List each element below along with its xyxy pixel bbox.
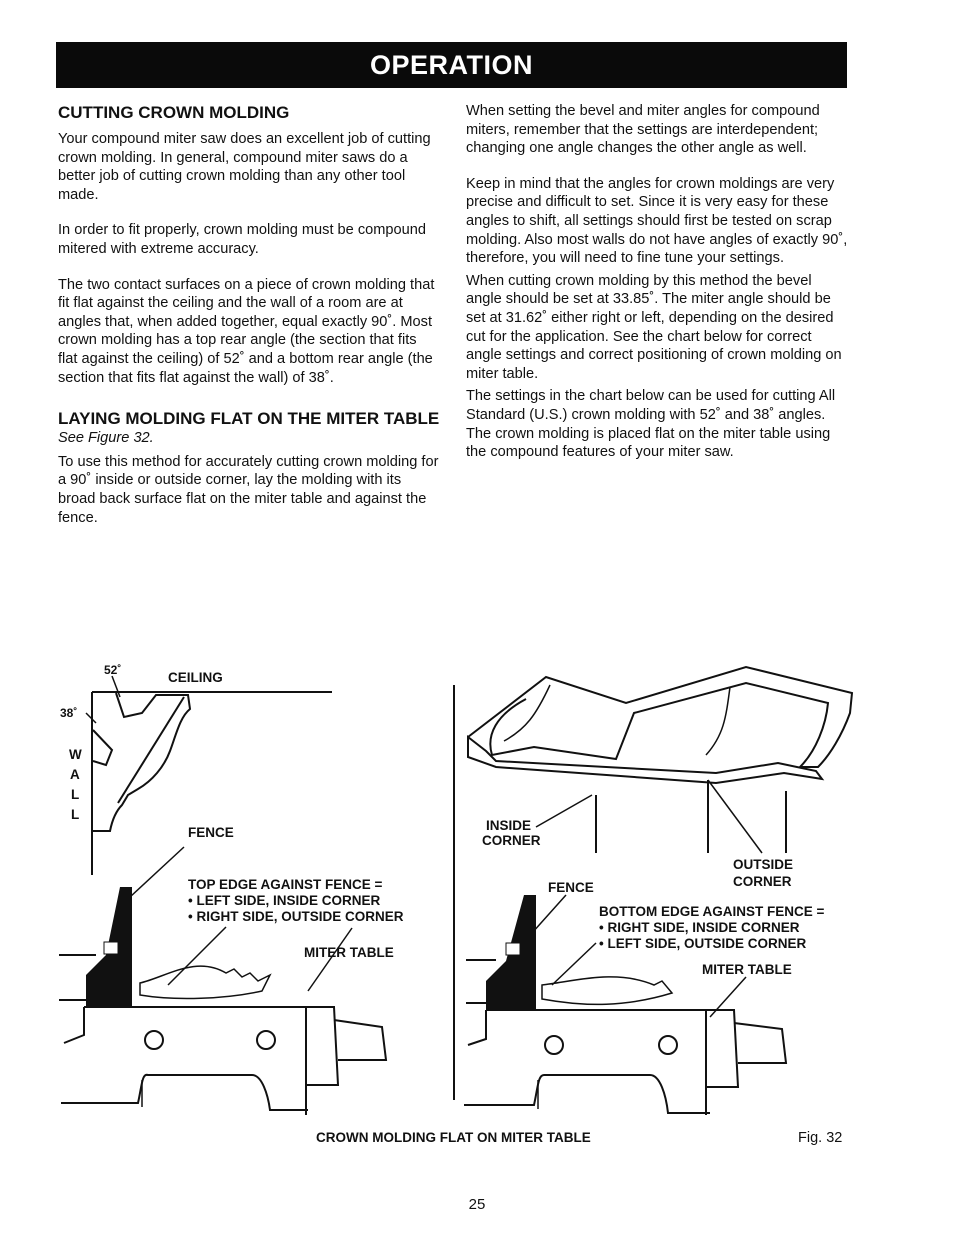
paragraph: When setting the bevel and miter angles for compound miters, remember that the settings are interdependent; changing one angle changes the other angle as well. — [466, 103, 820, 157]
see-figure-note: See Figure 32. — [58, 430, 154, 447]
miter-table-label: MITER TABLE — [304, 945, 394, 960]
molding-perspective — [468, 667, 852, 767]
paragraph: The settings in the chart below can be used for cutting All Standard (U.S.) crown molding with 52˚ and 38˚ angles. The crown molding is placed flat on the miter table using the compound features of your miter saw. — [466, 388, 836, 461]
outside-label: OUTSIDE — [733, 857, 794, 872]
inside-corner-label: CORNER — [482, 833, 541, 848]
top-edge-bullet: • LEFT SIDE, INSIDE CORNER — [188, 893, 381, 908]
heading-cutting-crown-molding: CUTTING CROWN MOLDING — [58, 103, 290, 122]
fence-label: FENCE — [548, 880, 594, 895]
figure-32-illustration — [56, 655, 856, 1115]
bottom-edge-bullet: • LEFT SIDE, OUTSIDE CORNER — [599, 936, 807, 951]
paragraph: The two contact surfaces on a piece of crown molding that fit flat against the ceiling and the wall of a room are at angles that, when added together, equal exactly 90˚. Most crown molding has a top rear angle (the section that fits flat against the ceiling) of 52˚ and a bottom rear angle (the section that fits flat against the wall) of 38˚. — [58, 276, 435, 386]
left-column — [58, 102, 440, 544]
paragraph: In order to fit properly, crown molding must be compound mitered with extreme accuracy. — [58, 222, 426, 257]
fence-block-right — [486, 895, 536, 1010]
bottom-edge-bullet: • RIGHT SIDE, INSIDE CORNER — [599, 920, 800, 935]
molding-back-edge — [93, 730, 112, 765]
paragraph: To use this method for accurately cutting crown molding for a 90˚ inside or outside corner, lay the molding with its broad back surface flat on the miter table and against the fence. — [58, 453, 439, 526]
right-column — [466, 102, 850, 479]
top-edge-bullet: • RIGHT SIDE, OUTSIDE CORNER — [188, 909, 404, 924]
paragraph: Keep in mind that the angles for crown moldings are very precise and difficult to set. Since it is very easy for these angles to shift, all settings should first be tested on scrap molding. Also most walls do not have angles of exactly 90˚, therefore, you will need to fine tune your settings. — [466, 175, 848, 267]
angle-52-label: 52˚ — [104, 663, 122, 677]
paragraph: When cutting crown molding by this method the bevel angle should be set at 33.85˚. The miter angle should be set at 31.62˚ either right or left, depending on the desired cut for the application. See the chart below for correct angle settings and correct positioning of crown molding on miter table. — [466, 272, 842, 382]
figure-reference: Fig. 32 — [798, 1130, 843, 1146]
figure-caption: CROWN MOLDING FLAT ON MITER TABLE — [316, 1130, 591, 1145]
wall-letter: W — [69, 747, 82, 762]
heading-laying-molding-flat: LAYING MOLDING FLAT ON THE MITER TABLE — [58, 409, 440, 429]
wall-letter: L — [71, 787, 80, 802]
top-edge-label: TOP EDGE AGAINST FENCE = — [188, 877, 383, 892]
miter-table-label: MITER TABLE — [702, 962, 792, 977]
ceiling-label: CEILING — [168, 670, 223, 685]
bottom-edge-label: BOTTOM EDGE AGAINST FENCE = — [599, 904, 825, 919]
page-number: 25 — [468, 1196, 486, 1213]
outside-corner-label: CORNER — [733, 874, 792, 889]
fence-block-left — [86, 887, 132, 1007]
fence-label: FENCE — [188, 825, 234, 840]
wall-letter: L — [71, 807, 80, 822]
angle-38-label: 38˚ — [60, 706, 78, 720]
wall-letter: A — [70, 767, 80, 782]
inside-label: INSIDE — [486, 818, 532, 833]
section-banner: OPERATION — [56, 42, 847, 88]
molding-face-line — [118, 697, 184, 803]
molding-bottom-edge — [468, 737, 822, 783]
paragraph: Your compound miter saw does an excellent job of cutting crown molding. In general, compound miter saws do a better job of cutting crown molding than any other tool made. — [58, 131, 431, 203]
